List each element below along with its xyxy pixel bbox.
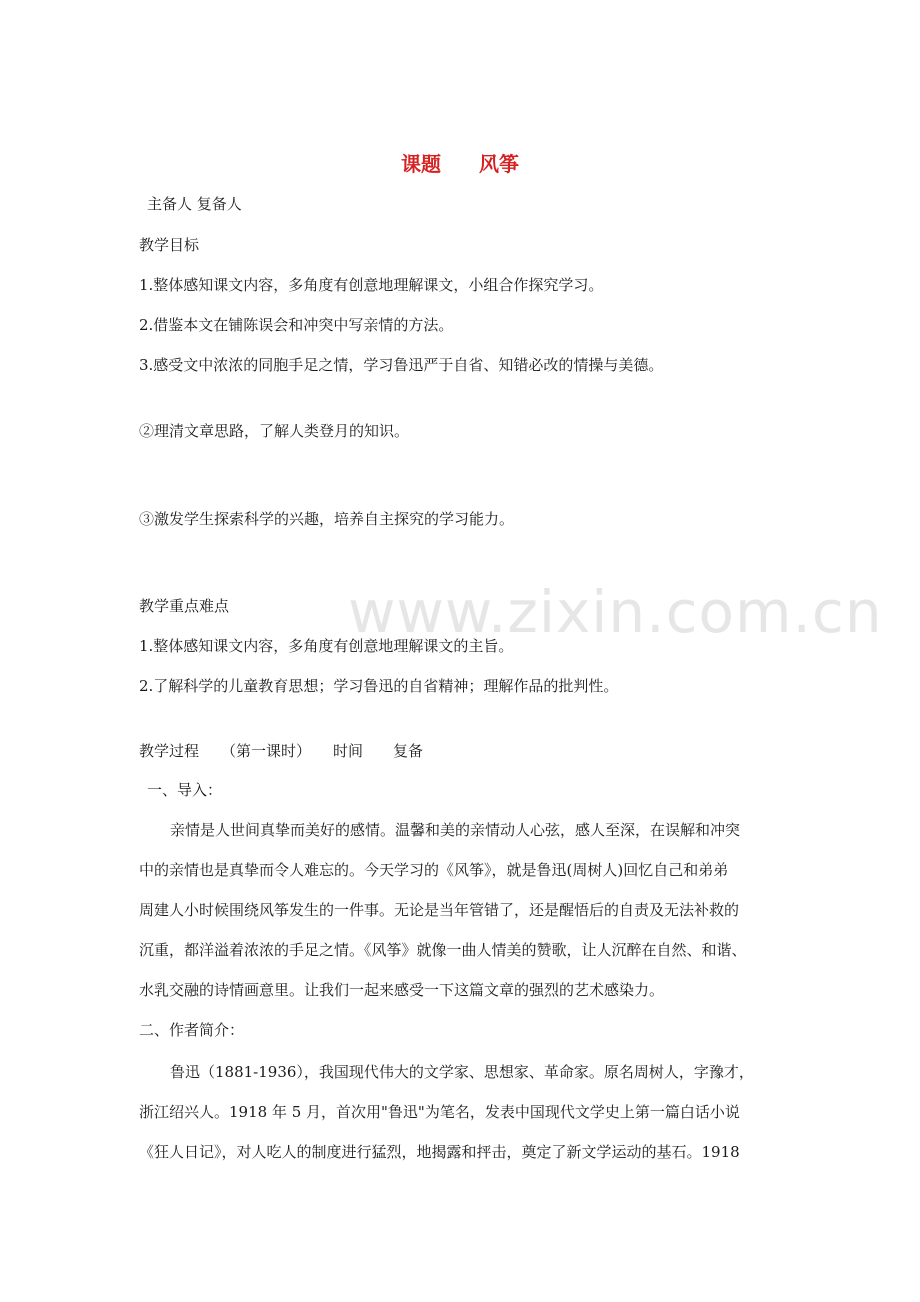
section1-heading: 一、导入： <box>147 781 223 799</box>
preparers-line: 主备人 复备人 <box>147 195 242 213</box>
process-period: （第一课时） <box>221 742 312 760</box>
page-title <box>0 148 920 177</box>
process-time: 时间 <box>333 742 364 760</box>
section1-line: 沉重，都洋溢着浓浓的手足之情。《风筝》就像一曲人情美的赞歌，让人沉醉在自然、和谐、 <box>139 941 747 959</box>
process-line <box>139 741 423 761</box>
objective-item: 1.整体感知课文内容，多角度有创意地理解课文，小组合作探究学习。 <box>139 276 604 294</box>
objective-item: 3.感受文中浓浓的同胞手足之情，学习鲁迅严于自省、知错必改的情操与美德。 <box>139 356 664 374</box>
section1-line: 亲情是人世间真挚而美好的感情。温馨和美的亲情动人心弦，感人至深，在误解和冲突 <box>170 821 741 839</box>
objective-item: 2.借鉴本文在铺陈误会和冲突中写亲情的方法。 <box>139 316 454 334</box>
process-review: 复备 <box>393 742 424 760</box>
process-label: 教学过程 <box>139 742 200 760</box>
section2-line: 《狂人日记》，对人吃人的制度进行猛烈，地揭露和抨击，奠定了新文学运动的基石。1918 <box>139 1143 740 1161</box>
watermark: www.zixin.com.cn <box>348 578 883 646</box>
keypoint-item: 2.了解科学的儿童教育思想；学习鲁迅的自省精神；理解作品的批判性。 <box>139 677 619 695</box>
section2-heading: 二、作者简介： <box>139 1021 245 1039</box>
objective-extra: ②理清文章思路，了解人类登月的知识。 <box>139 422 410 440</box>
keypoint-item: 1.整体感知课文内容，多角度有创意地理解课文的主旨。 <box>139 637 514 655</box>
section1-line: 中的亲情也是真挚而令人难忘的。今天学习的《风筝》，就是鲁迅(周树人)回忆自己和弟弟 <box>139 861 729 879</box>
section2-line: 浙江绍兴人。1918 年 5 月，首次用"鲁迅"为笔名，发表中国现代文学史上第一篇白话小说 <box>139 1103 740 1121</box>
objectives-heading: 教学目标 <box>139 236 200 254</box>
section1-line: 水乳交融的诗情画意里。让我们一起来感受一下这篇文章的强烈的艺术感染力。 <box>139 981 665 999</box>
title-text: 风筝 <box>479 152 519 176</box>
section1-line: 周建人小时候围绕风筝发生的一件事。无论是当年管错了，还是醒悟后的自责及无法补救的 <box>139 901 740 919</box>
title-label: 课题 <box>401 152 441 176</box>
objective-extra: ③激发学生探索科学的兴趣，培养自主探究的学习能力。 <box>139 510 515 528</box>
section2-line: 鲁迅（1881-1936），我国现代伟大的文学家、思想家、革命家。原名周树人，字豫才， <box>170 1063 754 1081</box>
keypoints-heading: 教学重点难点 <box>139 597 230 615</box>
